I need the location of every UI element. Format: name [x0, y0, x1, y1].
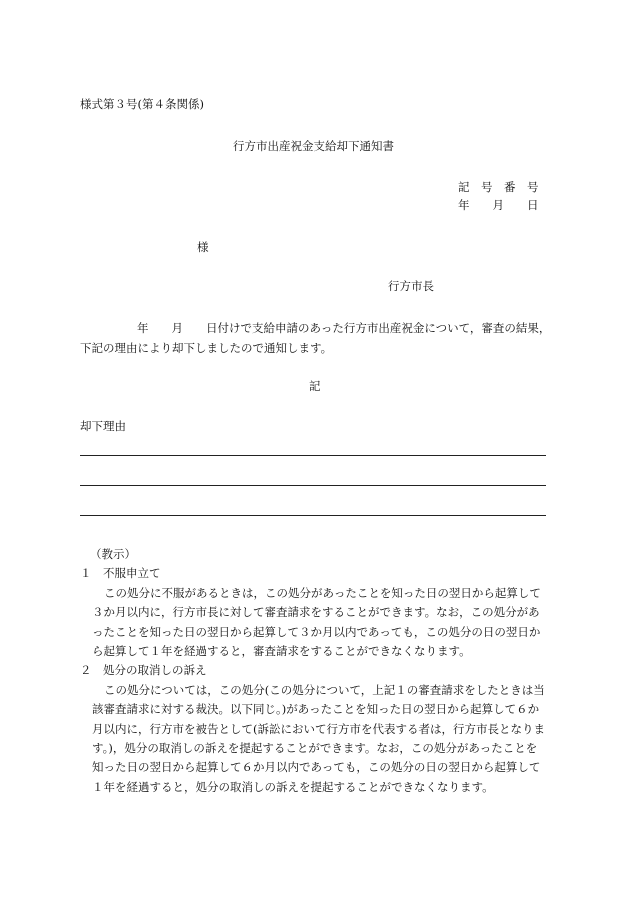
- reference-number: 記 号 番 号: [458, 180, 539, 194]
- date-line: 年 月 日: [458, 198, 539, 212]
- reason-line-2: [80, 485, 546, 486]
- notice-item-2-line: １年を経過すると，処分の取消しの訴えを提起することができなくなります。: [92, 779, 494, 794]
- notice-item-1-title: １ 不服申立て: [80, 566, 161, 581]
- reason-label: 却下理由: [80, 419, 126, 433]
- reason-line-1: [80, 455, 546, 456]
- recipient-suffix: 様: [197, 240, 209, 254]
- notice-item-1-line: この処分に不服があるときは，この処分があったことを知った日の翌日から起算して: [104, 585, 541, 600]
- notice-item-2-title: ２ 処分の取消しの訴え: [80, 663, 207, 678]
- notice-item-1-line: ３か月以内に，行方市長に対して審査請求をすることができます。なお，この処分があ: [92, 605, 540, 620]
- notice-item-2-line: この処分については，この処分(この処分について，上記１の審査請求をしたときは当: [104, 682, 545, 697]
- notice-item-2-line: す。)，処分の取消しの訴えを提起することができます。なお，この処分があったことを: [92, 741, 538, 756]
- notice-item-2-line: 知った日の翌日から起算して６か月以内であっても，この処分の日の翌日から起算して: [92, 760, 541, 775]
- notice-heading: （教示）: [90, 547, 136, 561]
- document-title: 行方市出産祝金支給却下通知書: [233, 139, 394, 153]
- notice-item-2-line: 月以内に，行方市を被告として(訴訟において行方市を代表する者は，行方市長となりま: [92, 721, 545, 736]
- notice-item-2-line: 該審査請求に対する裁決。以下同じ。)があったことを知った日の翌日から起算して６か: [92, 702, 540, 717]
- ki-heading: 記: [309, 379, 321, 393]
- notice-section: [80, 545, 560, 797]
- form-label: 様式第３号(第４条関係): [80, 97, 204, 111]
- body-line-1: 年 月 日付けで支給申請のあった行方市出産祝金について，審査の結果，: [137, 321, 551, 335]
- issuer: 行方市長: [388, 279, 434, 293]
- notice-item-1-line: ったことを知った日の翌日から起算して３か月以内であっても，この処分の日の翌日か: [92, 624, 541, 639]
- body-line-2: 下記の理由により却下しましたので通知します。: [80, 341, 333, 355]
- reason-line-3: [80, 515, 546, 516]
- notice-item-1-line: ら起算して１年を経過すると，審査請求をすることができなくなります。: [92, 644, 471, 659]
